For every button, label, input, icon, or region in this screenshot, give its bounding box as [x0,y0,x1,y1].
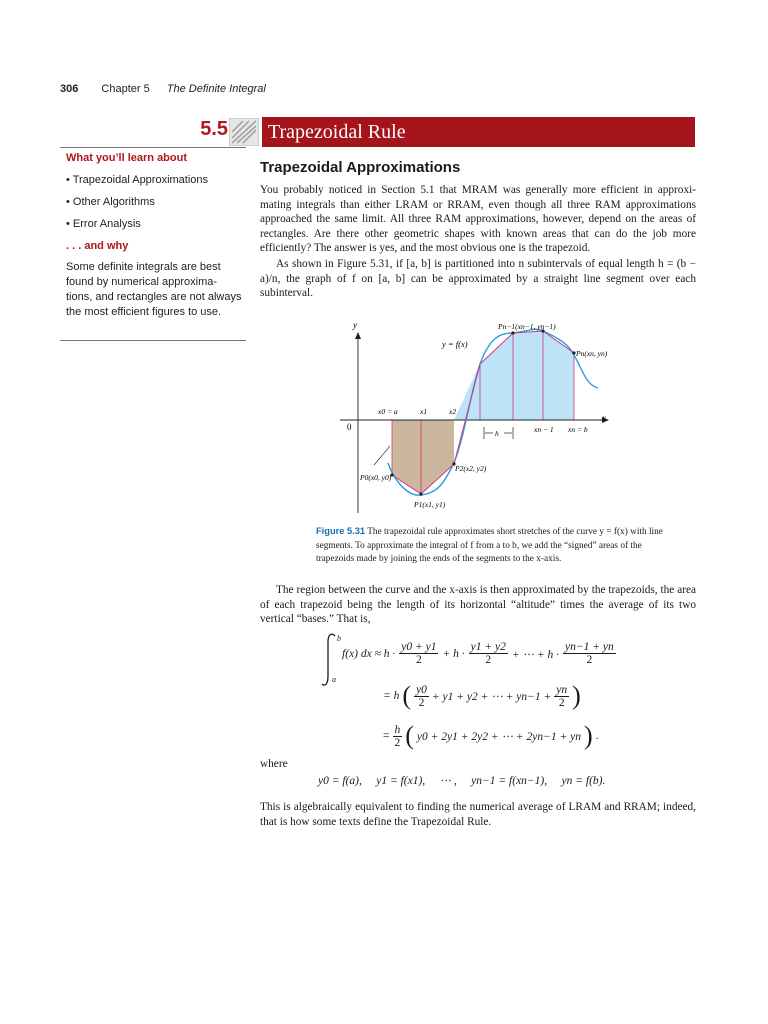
right-paren: ) [584,721,593,750]
xn-label: xn = b [568,425,588,434]
left-paren: ( [402,681,412,710]
running-header [60,83,266,95]
subsection-heading: Trapezoidal Approximations [260,159,461,176]
right-paren: ) [572,681,581,710]
paragraph-2: As shown in Figure 5.31, if [a, b] is partitioned into n subintervals of equal length h = (b − a)/n, the graph of f on [a, b] can be approximated by a straight line segment over each subinterval. [260,258,696,299]
paragraph-4: This is algebraically equivalent to finding the numerical average of LRAM and RRAM; indeed, that is how some texts define the Trapezoidal Rule. [260,801,696,828]
figure-caption [316,525,682,567]
endpoint-definitions: y0 = f(a), y1 = f(x1), ⋯ , yn−1 = f(xn−1), yn = f(b). [318,775,606,787]
sidebar-top-rule [60,147,246,148]
fraction-1: y0 + y1 2 [401,641,437,666]
figure-caption-text: The trapezoidal rule approximates short stretches of the curve y = f(x) with line segments. To approximate the integral of f from a to b, we add the “signed” areas of the trapezoids made by joining the ends of the segments to the x-axis. [316,527,663,564]
origin-label: 0 [347,422,352,432]
formula-line-2: = h ( y0 2 + y1 + y2 + ⋯ + yn−1 + $\frac{yn}{2}$ ) [383,681,581,710]
paragraph-1: You probably noticed in Section 5.1 that MRAM was generally more efficient in approxi-mating integrals than either LRAM or RRAM, even though all three RAM approximations approached the same limit. All three RAM approximations, however, depend on the areas of rectangles. Are there other geometric shapes with known areas that can do the job more efficiently? The answer is yes, and the most obvious one is the trapezoid. [260,184,696,254]
paragraph-3: The region between the curve and the x-axis is then approximated by the trapezoids, the area of each trapezoid being the length of its horizontal “altitude” times the average of its two vertical “bases.” That is, [260,584,696,625]
fraction-h-over-2: $\frac{h}{2}$ [394,723,401,749]
h-label: h [495,429,499,438]
p0-label: P0(x0, y0) [360,473,392,482]
negative-trapezoid-fill [392,420,454,494]
x2-label: x2 [449,407,457,416]
fraction-3: yn−1 + yn 2 [564,641,614,666]
fraction-y0-over-2: y0 2 [416,683,427,709]
pn-label: Pn(xn, yn) [576,349,608,358]
sidebar-item: • Error Analysis [66,218,141,230]
sidebar-note: Some definite integrals are best found by numerical approxima-tions, and rectangles are not always the most efficient figures to use. [66,261,242,318]
where-label: where [260,758,288,770]
integral-upper-limit: b [337,634,341,643]
p1-label: P1(x1, y1) [414,500,446,509]
section-number: 5.5 [200,118,228,140]
sidebar-heading: What you’ll learn about [66,152,188,164]
p0-pointer [374,446,390,465]
trapezoid-figure [330,315,620,515]
y-axis-label: y [353,320,357,330]
sidebar-item: • Trapezoidal Approximations [66,174,209,186]
x1-label: x1 [420,407,428,416]
xn-minus-1-label: xn − 1 [534,425,554,434]
sidebar-why: . . . and why [66,240,129,252]
pn-minus-1-label: Pn−1(xn−1, yn−1) [498,322,556,331]
y-axis-arrow-icon [355,332,361,339]
fraction-2: y1 + y2 2 [470,641,506,666]
left-paren: ( [405,721,414,750]
formula-l1-lhs: f(x) dx ≈ h · [342,647,396,660]
formula-line-1: f(x) dx ≈ h · y0 + y1 2 + h · y1 + y2 2 + ⋯ + h · yn−1 + yn 2 [342,641,614,666]
section-title: Trapezoidal Rule [262,117,695,147]
positive-trapezoid-fill [454,331,574,420]
integral-lower-limit: a [332,675,336,684]
chapter-label: Chapter 5 [101,83,150,95]
curve-label: y = f(x) [442,339,468,349]
formula-line-3: = $\frac{h}{2}$ ( y0 + 2y1 + 2y2 + ⋯ + 2yn−1 + yn ) . [383,721,599,750]
section-ornament-icon [229,118,259,146]
figure-label: Figure 5.31 [316,526,366,536]
chapter-title: The Definite Integral [166,83,266,95]
sidebar-item: • Other Algorithms [66,196,155,208]
p2-label: P2(x2, y2) [455,464,487,473]
sidebar-bottom-rule [60,340,246,341]
fraction-yn-over-2: $\frac{yn}{2}$ [556,683,568,709]
x-axis-label: x [602,413,606,423]
page-number: 306 [60,83,79,95]
x0-label: x0 = a [378,407,398,416]
